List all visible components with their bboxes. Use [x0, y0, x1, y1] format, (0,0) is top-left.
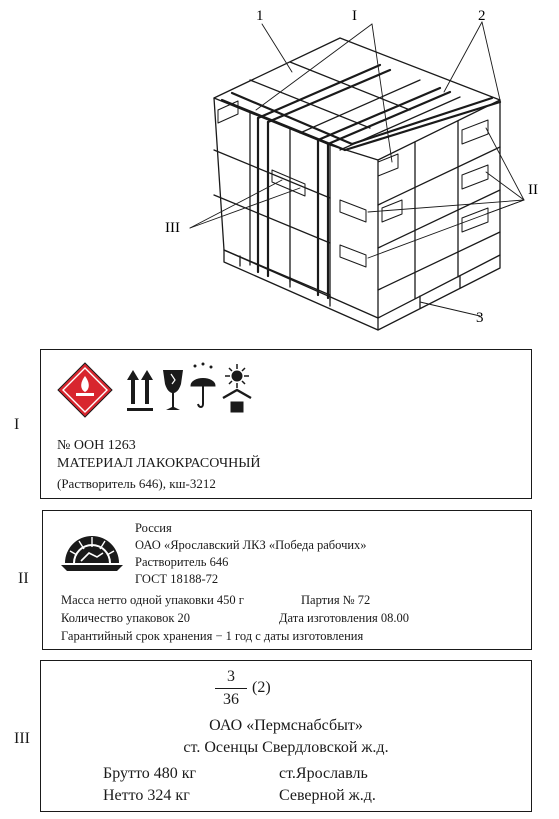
fraction-bar: [215, 688, 247, 689]
label-I-material: МАТЕРИАЛ ЛАКОКРАСОЧНЫЙ: [57, 456, 261, 471]
label-III-origin-station: ст.Ярославль: [279, 765, 368, 782]
leader-lines: [190, 22, 524, 316]
fraction: [213, 667, 249, 710]
label-III-destination: ст. Осенцы Свердловской ж.д.: [183, 739, 389, 756]
sunrise-factory-logo-icon: [59, 527, 125, 575]
label-I-un-number: № ООН 1263: [57, 438, 136, 453]
fraction-numerator: 3: [227, 668, 235, 685]
label-III-gross: Брутто 480 кг: [103, 765, 197, 782]
label-I-solvent: (Растворитель 646), кш-3212: [57, 476, 216, 491]
label-I-panel: [40, 349, 532, 499]
label-II-country: Россия: [135, 521, 172, 535]
right-face-tier: [378, 147, 500, 205]
pallet-diagram: [0, 0, 559, 340]
label-III-panel: [40, 660, 532, 812]
callout-1: 1: [256, 8, 264, 24]
fraction-denominator: 36: [223, 691, 239, 708]
callout-2: 2: [478, 8, 486, 24]
fraction-suffix: (2): [252, 679, 271, 696]
label-II-manufacture-date: Дата изготовления 08.00: [279, 611, 410, 625]
protect-from-heat-sun-icon: [223, 364, 251, 412]
flammable-liquid-diamond-icon: [58, 363, 112, 417]
label-II-gost: ГОСТ 18188-72: [135, 572, 219, 586]
row-label-I: I: [14, 416, 20, 433]
this-way-up-arrows-icon: [127, 370, 153, 411]
row-label-III: III: [14, 730, 30, 747]
label-III-consignee: ОАО «Пермснабсбыт»: [209, 717, 363, 734]
label-II-net-mass: Масса нетто одной упаковки 450 г: [61, 593, 244, 607]
row-label-II: II: [18, 570, 29, 587]
label-II-panel: [42, 510, 532, 650]
label-I-icon-row: [55, 360, 255, 422]
keep-dry-umbrella-icon: [191, 363, 215, 407]
label-II-package-count: Количество упаковок 20: [61, 611, 191, 625]
label-II-batch: Партия № 72: [301, 593, 371, 607]
label-II-manufacturer: ОАО «Ярославский ЛКЗ «Победа рабочих»: [135, 538, 367, 552]
callout-I-top: I: [352, 8, 357, 24]
label-II-product: Растворитель 646: [135, 555, 229, 569]
callout-3: 3: [476, 310, 484, 326]
callout-II: II: [528, 182, 538, 198]
fragile-glass-icon: [163, 370, 183, 410]
callout-III: III: [165, 220, 180, 236]
label-III-net: Нетто 324 кг: [103, 787, 190, 804]
label-II-shelf-life: Гарантийный срок хранения − 1 год с даты изготовления: [61, 629, 364, 643]
label-III-origin-railway: Северной ж.д.: [279, 787, 376, 804]
